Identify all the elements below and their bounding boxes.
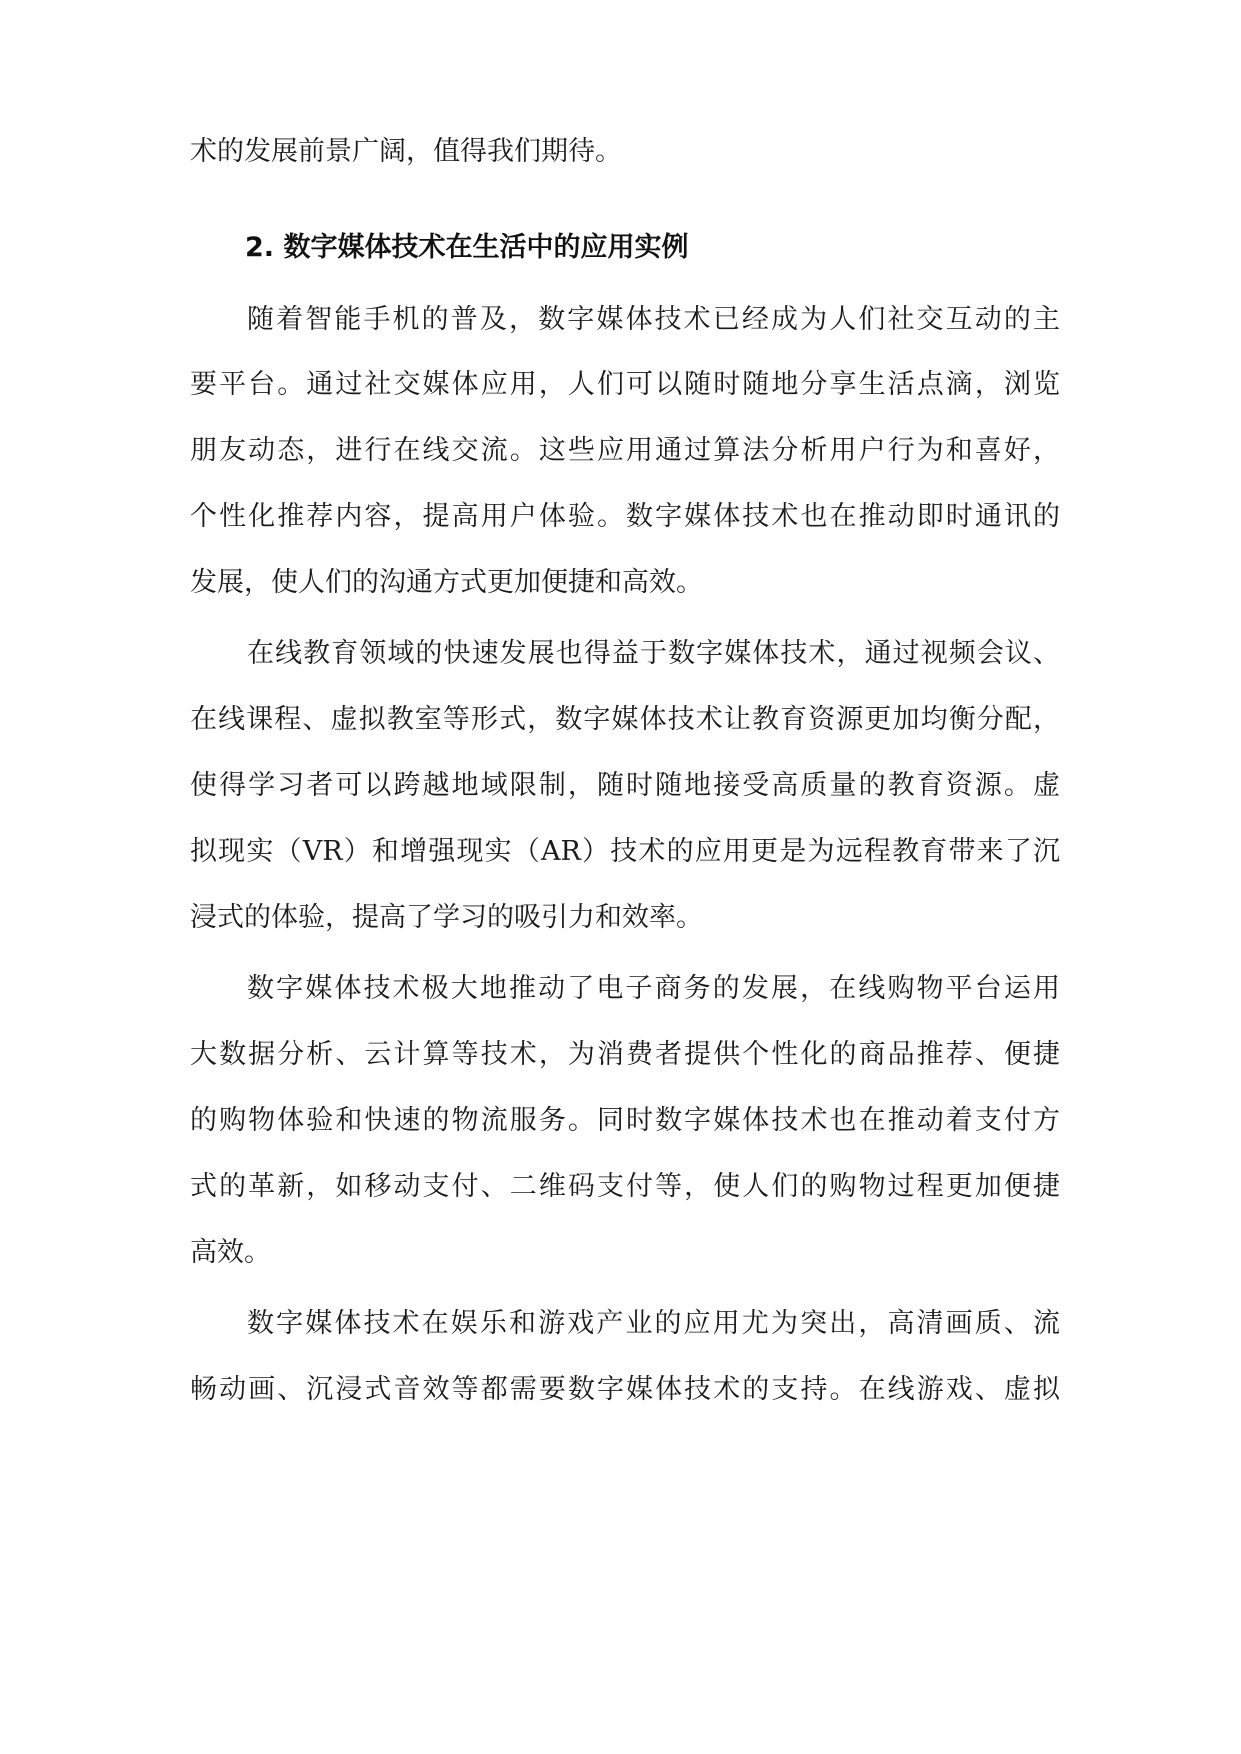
body-text-line: 浸式的体验，提高了学习的吸引力和效率。 (190, 902, 703, 933)
section-heading: 2. 数字媒体技术在生活中的应用实例 (245, 232, 689, 263)
body-text-line: 畅动画、沉浸式音效等都需要数字媒体技术的支持。在线游戏、虚拟 (190, 1374, 1060, 1405)
body-text-line: 朋友动态，进行在线交流。这些应用通过算法分析用户行为和喜好， (190, 435, 1060, 466)
body-text-line: 术的发展前景广阔，值得我们期待。 (190, 136, 622, 167)
body-text-line: 要平台。通过社交媒体应用，人们可以随时随地分享生活点滴，浏览 (190, 369, 1060, 400)
body-text-line: 拟现实（VR）和增强现实（AR）技术的应用更是为远程教育带来了沉 (190, 836, 1060, 867)
body-text-line: 数字媒体技术在娱乐和游戏产业的应用尤为突出，高清画质、流 (247, 1308, 1060, 1339)
body-text-line: 数字媒体技术极大地推动了电子商务的发展，在线购物平台运用 (247, 973, 1060, 1004)
body-text-line: 发展，使人们的沟通方式更加便捷和高效。 (190, 567, 703, 598)
body-text-line: 使得学习者可以跨越地域限制，随时随地接受高质量的教育资源。虚 (190, 770, 1060, 801)
body-text-line: 在线教育领域的快速发展也得益于数字媒体技术，通过视频会议、 (247, 638, 1060, 669)
body-text-line: 的购物体验和快速的物流服务。同时数字媒体技术也在推动着支付方 (190, 1105, 1060, 1136)
body-text-line: 大数据分析、云计算等技术，为消费者提供个性化的商品推荐、便捷 (190, 1039, 1060, 1070)
body-text-line: 式的革新，如移动支付、二维码支付等，使人们的购物过程更加便捷 (190, 1171, 1060, 1202)
body-text-line: 个性化推荐内容，提高用户体验。数字媒体技术也在推动即时通讯的 (190, 501, 1060, 532)
body-text-line: 在线课程、虚拟教室等形式，数字媒体技术让教育资源更加均衡分配， (190, 704, 1060, 735)
body-text-line: 随着智能手机的普及，数字媒体技术已经成为人们社交互动的主 (247, 304, 1060, 335)
body-text-line: 高效。 (190, 1237, 271, 1268)
